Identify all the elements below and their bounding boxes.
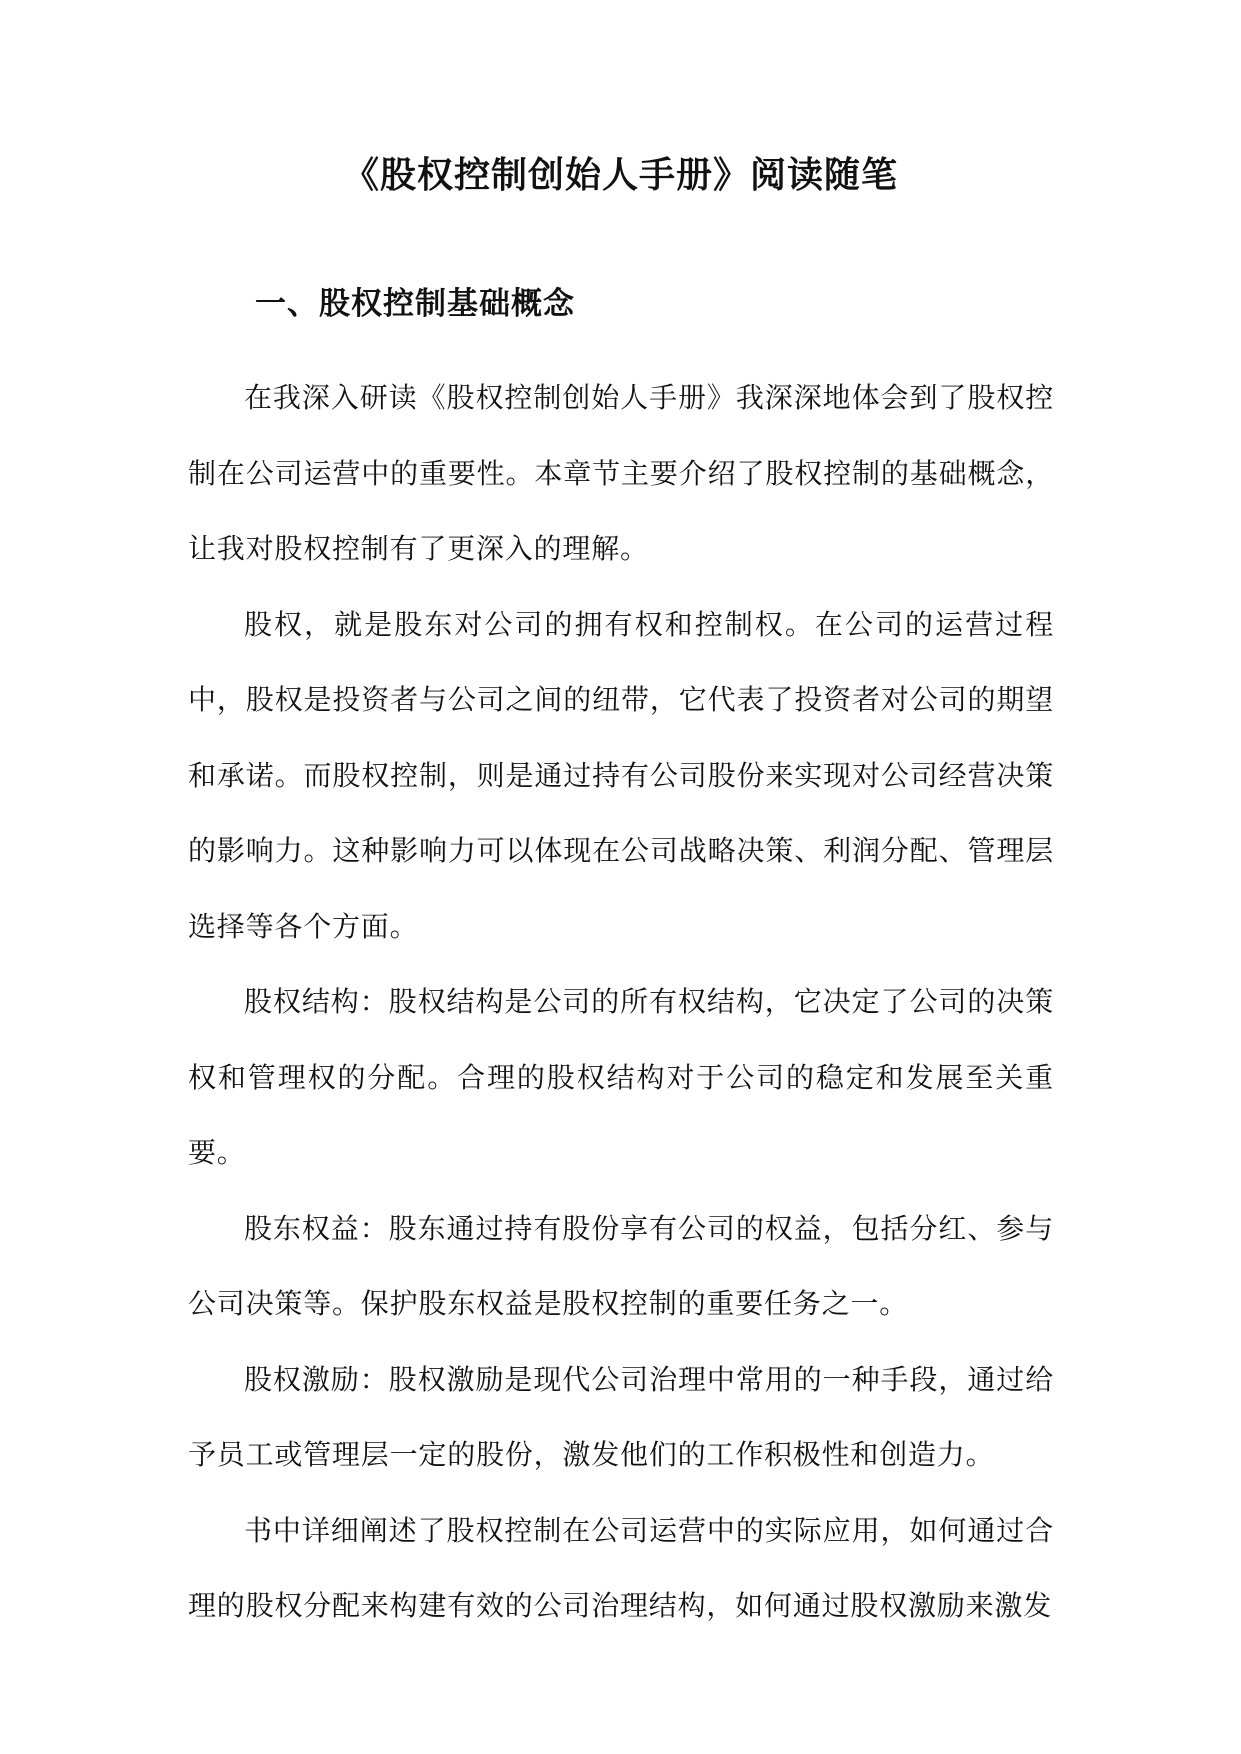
document-title: 《股权控制创始人手册》阅读随笔 — [342, 154, 898, 196]
paragraph-intro: 在我深入研读《股权控制创始人手册》我深深地体会到了股权控制在公司运营中的重要性。本章节主要介绍了股权控制的基础概念，让我对股权控制有了更深入的理解。 — [188, 381, 1054, 565]
paragraph-shareholder-rights: 股东权益：股东通过持有股份享有公司的权益，包括分红、参与公司决策等。保护股东权益是股权控制的重要任务之一。 — [188, 1211, 1054, 1320]
section-heading: 一、股权控制基础概念 — [255, 286, 575, 322]
paragraph-application: 书中详细阐述了股权控制在公司运营中的实际应用，如何通过合理的股权分配来构建有效的公司治理结构，如何通过股权激励来激发 — [188, 1513, 1054, 1622]
body-text — [188, 360, 1054, 1644]
paragraph-equity-incentive: 股权激励：股权激励是现代公司治理中常用的一种手段，通过给予员工或管理层一定的股份，激发他们的工作积极性和创造力。 — [188, 1362, 1054, 1471]
paragraph-equity-structure: 股权结构：股权结构是公司的所有权结构，它决定了公司的决策权和管理权的分配。合理的股权结构对于公司的稳定和发展至关重要。 — [188, 985, 1054, 1169]
paragraph-equity-definition: 股权，就是股东对公司的拥有权和控制权。在公司的运营过程中，股权是投资者与公司之间的纽带，它代表了投资者对公司的期望和承诺。而股权控制，则是通过持有公司股份来实现对公司经营决策的影响力。这种影响力可以体现在公司战略决策、利润分配、管理层选择等各个方面。 — [188, 607, 1054, 943]
